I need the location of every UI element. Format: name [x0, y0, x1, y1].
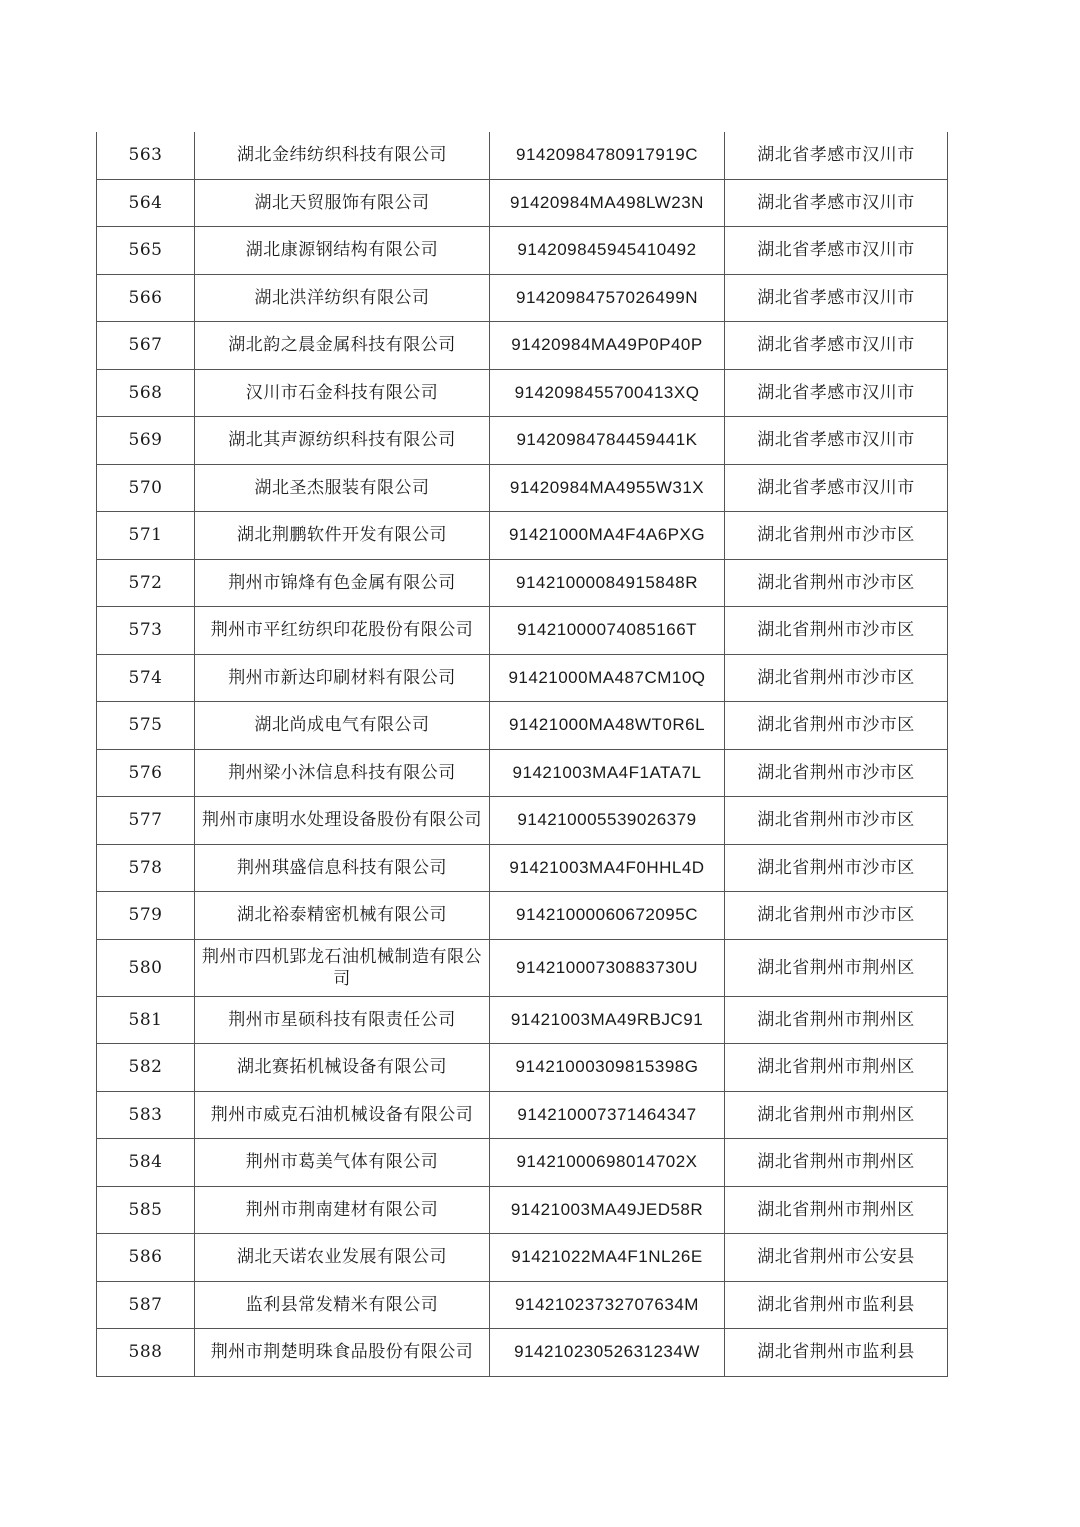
credit-code: 91421003MA4F0HHL4D: [490, 844, 725, 892]
company-name: 湖北洪洋纺织有限公司: [195, 274, 490, 322]
row-number: 582: [97, 1044, 195, 1092]
company-name: 湖北裕泰精密机械有限公司: [195, 892, 490, 940]
company-location: 湖北省荆州市荆州区: [725, 996, 948, 1044]
company-location: 湖北省荆州市监利县: [725, 1329, 948, 1377]
table-row: [97, 1281, 948, 1329]
credit-code: 91421000084915848R: [490, 559, 725, 607]
row-number: 588: [97, 1329, 195, 1377]
company-name: 荆州市康明水处理设备股份有限公司: [195, 797, 490, 845]
company-name: 湖北金纬纺织科技有限公司: [195, 132, 490, 179]
row-number: 563: [97, 132, 195, 179]
company-location: 湖北省荆州市沙市区: [725, 607, 948, 655]
row-number: 585: [97, 1186, 195, 1234]
table-row: [97, 702, 948, 750]
company-name: 湖北赛拓机械设备有限公司: [195, 1044, 490, 1092]
row-number: 571: [97, 512, 195, 560]
company-table-body: [97, 132, 948, 1376]
company-location: 湖北省孝感市汉川市: [725, 369, 948, 417]
row-number: 565: [97, 227, 195, 275]
credit-code: 91421023052631234W: [490, 1329, 725, 1377]
table-row: [97, 1329, 948, 1377]
table-row: [97, 274, 948, 322]
row-number: 574: [97, 654, 195, 702]
table-row: [97, 892, 948, 940]
table-row: [97, 1186, 948, 1234]
credit-code: 914210007371464347: [490, 1091, 725, 1139]
company-name: 荆州市荆楚明珠食品股份有限公司: [195, 1329, 490, 1377]
credit-code: 91421000309815398G: [490, 1044, 725, 1092]
credit-code: 91421022MA4F1NL26E: [490, 1234, 725, 1282]
credit-code: 91421000730883730U: [490, 939, 725, 996]
row-number: 577: [97, 797, 195, 845]
credit-code: 91421003MA49RBJC91: [490, 996, 725, 1044]
table-row: [97, 559, 948, 607]
credit-code: 91421003MA49JED58R: [490, 1186, 725, 1234]
table-row: [97, 464, 948, 512]
credit-code: 91420984784459441K: [490, 417, 725, 465]
company-location: 湖北省荆州市荆州区: [725, 1091, 948, 1139]
row-number: 580: [97, 939, 195, 996]
company-table: [96, 132, 948, 1377]
table-row: [97, 749, 948, 797]
company-location: 湖北省荆州市沙市区: [725, 892, 948, 940]
company-name-text: 荆州市四机郢龙石油机械制造有限公司: [202, 946, 482, 989]
company-location: 湖北省孝感市汉川市: [725, 464, 948, 512]
credit-code: 91420984757026499N: [490, 274, 725, 322]
row-number: 569: [97, 417, 195, 465]
row-number: 570: [97, 464, 195, 512]
credit-code: 91421023732707634M: [490, 1281, 725, 1329]
credit-code: 91421000MA4F4A6PXG: [490, 512, 725, 560]
row-number: 568: [97, 369, 195, 417]
credit-code: 91421000MA48WT0R6L: [490, 702, 725, 750]
company-name: 汉川市石金科技有限公司: [195, 369, 490, 417]
company-name: 监利县常发精米有限公司: [195, 1281, 490, 1329]
company-name: [195, 939, 490, 996]
row-number: 583: [97, 1091, 195, 1139]
credit-code: 91420984780917919C: [490, 132, 725, 179]
company-name: 湖北天诺农业发展有限公司: [195, 1234, 490, 1282]
company-location: 湖北省荆州市沙市区: [725, 797, 948, 845]
company-location: 湖北省孝感市汉川市: [725, 417, 948, 465]
company-name: 湖北尚成电气有限公司: [195, 702, 490, 750]
company-name: 湖北韵之晨金属科技有限公司: [195, 322, 490, 370]
row-number: 587: [97, 1281, 195, 1329]
company-name: 荆州市葛美气体有限公司: [195, 1139, 490, 1187]
table-row: [97, 369, 948, 417]
table-row: [97, 1234, 948, 1282]
company-location: 湖北省孝感市汉川市: [725, 227, 948, 275]
company-name: 荆州市新达印刷材料有限公司: [195, 654, 490, 702]
row-number: 576: [97, 749, 195, 797]
table-row: [97, 1044, 948, 1092]
row-number: 566: [97, 274, 195, 322]
table-row: [97, 797, 948, 845]
company-name: 荆州市荆南建材有限公司: [195, 1186, 490, 1234]
company-name: 湖北天贸服饰有限公司: [195, 179, 490, 227]
row-number: 581: [97, 996, 195, 1044]
table-row: [97, 607, 948, 655]
table-row: [97, 1139, 948, 1187]
table-row: [97, 227, 948, 275]
row-number: 578: [97, 844, 195, 892]
credit-code: 91421000MA487CM10Q: [490, 654, 725, 702]
row-number: 567: [97, 322, 195, 370]
credit-code: 914209845945410492: [490, 227, 725, 275]
company-name: 荆州市锦烽有色金属有限公司: [195, 559, 490, 607]
company-name: 荆州市星硕科技有限责任公司: [195, 996, 490, 1044]
row-number: 584: [97, 1139, 195, 1187]
row-number: 564: [97, 179, 195, 227]
table-row: [97, 654, 948, 702]
company-name: 湖北圣杰服装有限公司: [195, 464, 490, 512]
company-name: 湖北康源钢结构有限公司: [195, 227, 490, 275]
company-location: 湖北省荆州市沙市区: [725, 702, 948, 750]
table-row: [97, 132, 948, 179]
company-location: 湖北省荆州市公安县: [725, 1234, 948, 1282]
company-location: 湖北省荆州市沙市区: [725, 512, 948, 560]
company-location: 湖北省荆州市沙市区: [725, 844, 948, 892]
table-row: [97, 996, 948, 1044]
company-name: 荆州市威克石油机械设备有限公司: [195, 1091, 490, 1139]
credit-code: 91421000060672095C: [490, 892, 725, 940]
table-row: [97, 939, 948, 996]
table-row: [97, 512, 948, 560]
credit-code: 91420984MA498LW23N: [490, 179, 725, 227]
company-location: 湖北省荆州市沙市区: [725, 654, 948, 702]
company-location: 湖北省孝感市汉川市: [725, 132, 948, 179]
company-name: 湖北荆鹏软件开发有限公司: [195, 512, 490, 560]
row-number: 586: [97, 1234, 195, 1282]
table-row: [97, 844, 948, 892]
company-name: 荆州琪盛信息科技有限公司: [195, 844, 490, 892]
company-location: 湖北省荆州市荆州区: [725, 1044, 948, 1092]
table-row: [97, 417, 948, 465]
credit-code: 91420984MA49P0P40P: [490, 322, 725, 370]
company-location: 湖北省孝感市汉川市: [725, 179, 948, 227]
table-row: [97, 179, 948, 227]
credit-code: 91420984MA4955W31X: [490, 464, 725, 512]
credit-code: 91421003MA4F1ATA7L: [490, 749, 725, 797]
row-number: 573: [97, 607, 195, 655]
company-name: 荆州梁小沐信息科技有限公司: [195, 749, 490, 797]
table-row: [97, 1091, 948, 1139]
credit-code: 914210005539026379: [490, 797, 725, 845]
company-location: 湖北省荆州市荆州区: [725, 1139, 948, 1187]
row-number: 579: [97, 892, 195, 940]
row-number: 575: [97, 702, 195, 750]
row-number: 572: [97, 559, 195, 607]
credit-code: 91421000074085166T: [490, 607, 725, 655]
company-name: 荆州市平红纺织印花股份有限公司: [195, 607, 490, 655]
credit-code: 91421000698014702X: [490, 1139, 725, 1187]
company-location: 湖北省荆州市沙市区: [725, 749, 948, 797]
company-location: 湖北省孝感市汉川市: [725, 322, 948, 370]
company-location: 湖北省荆州市荆州区: [725, 1186, 948, 1234]
credit-code: 9142098455700413XQ: [490, 369, 725, 417]
company-name: 湖北其声源纺织科技有限公司: [195, 417, 490, 465]
table-row: [97, 322, 948, 370]
company-location: 湖北省荆州市荆州区: [725, 939, 948, 996]
company-location: 湖北省孝感市汉川市: [725, 274, 948, 322]
company-location: 湖北省荆州市监利县: [725, 1281, 948, 1329]
company-location: 湖北省荆州市沙市区: [725, 559, 948, 607]
